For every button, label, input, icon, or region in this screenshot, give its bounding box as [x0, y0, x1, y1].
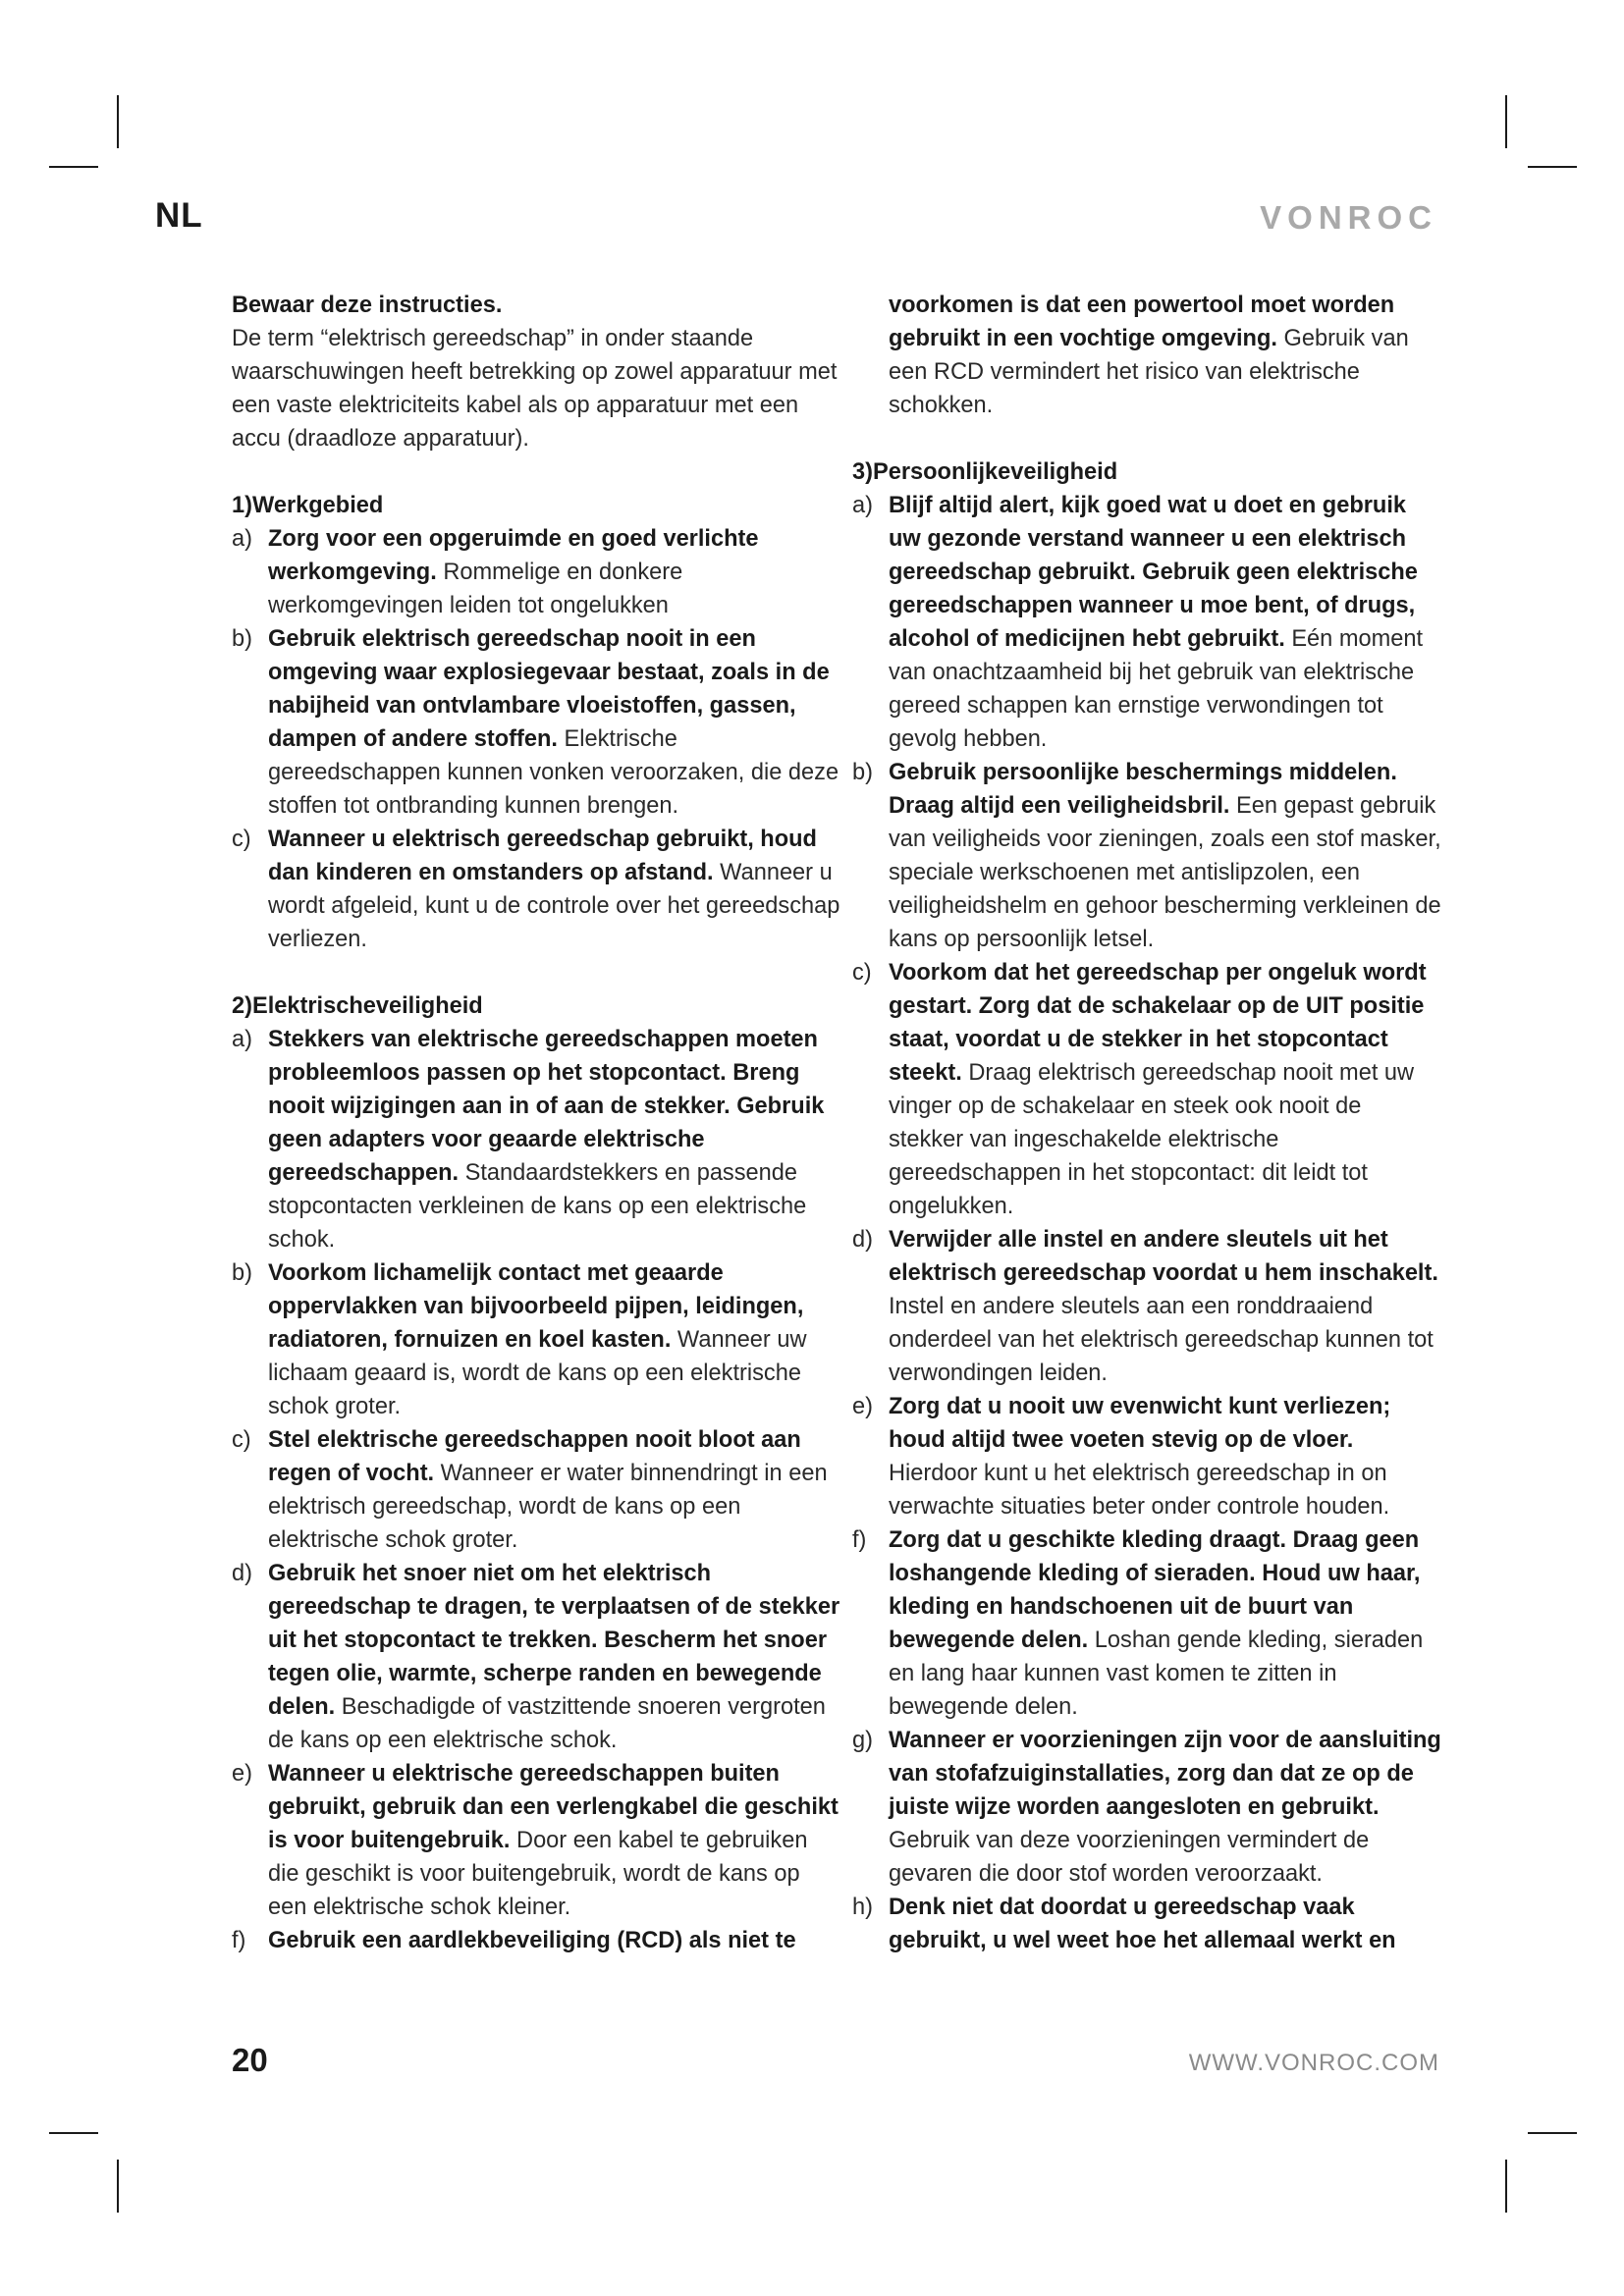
item-label: a) — [232, 526, 252, 552]
list-item — [852, 1523, 1441, 1724]
list-item — [232, 1557, 840, 1757]
item-label: a) — [232, 1027, 252, 1052]
list-item — [232, 1023, 840, 1256]
continuation-text: Gebruik van een RCD vermindert het risico van elektrische schokken. — [889, 326, 1409, 418]
list-item — [232, 1256, 840, 1423]
item-bold-text: Gebruik persoonlijke beschermings middelen. Draag altijd een veiligheidsbril. — [889, 760, 1397, 819]
page-number: 20 — [232, 2042, 268, 2078]
continuation-paragraph — [852, 289, 1441, 422]
item-bold-text: Wanneer er voorzieningen zijn voor de aansluiting van stofafzuiginstallaties, zorg dan dat ze op de juiste wijze worden aangesloten en gebruikt. — [889, 1728, 1441, 1820]
item-bold-text: Voorkom dat het gereedschap per ongeluk wordt gestart. Zorg dat de schakelaar op de UIT positie staat, voordat u de stekker in het stopcontact steekt. — [889, 960, 1427, 1086]
list-item — [232, 622, 840, 823]
list-item — [852, 1891, 1441, 1957]
item-text: Wanneer er water binnendringt in een elektrisch gereedschap, wordt de kans op een elektrische schok groter. — [268, 1461, 828, 1553]
item-bold-text: Voorkom lichamelijk contact met geaarde oppervlakken van bijvoorbeeld pijpen, leidingen, radiatoren, fornuizen en koel kasten. — [268, 1260, 804, 1353]
crop-mark-bottom-left-horizontal — [49, 2132, 98, 2134]
item-label: a) — [852, 493, 873, 518]
item-text: Loshan gende kleding, sieraden en lang haar kunnen vast komen te zitten in bewegende delen. — [889, 1628, 1424, 1720]
item-bold-text: Stel elektrische gereedschappen nooit bloot aan regen of vocht. — [268, 1427, 801, 1486]
item-text: Wanneer u wordt afgeleid, kunt u de controle over het gereedschap verliezen. — [268, 860, 840, 952]
item-label: d) — [232, 1561, 252, 1586]
section-title-werkgebied: 1)Werkgebied — [232, 493, 384, 518]
item-text: Instel en andere sleutels aan een ronddraaiend onderdeel van het elektrisch gereedschap kunnen tot verwondingen leiden. — [889, 1294, 1434, 1386]
list-item — [232, 1423, 840, 1557]
continuation-bold-text: voorkomen is dat een powertool moet worden gebruikt in een vochtige omgeving. — [889, 293, 1395, 351]
item-bold-text: Stekkers van elektrische gereedschappen moeten probleemloos passen op het stopcontact. Breng nooit wijzigingen aan in of aan de stekker. Gebruik geen adapters voor geaarde elektrische gereedschappen. — [268, 1027, 825, 1186]
crop-mark-bottom-right-vertical — [1505, 2160, 1507, 2213]
item-bold-text: Gebruik het snoer niet om het elektrisch gereedschap te dragen, te verplaatsen of de stekker uit het stopcontact te trekken. Bescherm het snoer tegen olie, warmte, scherpe randen en bewegende delen. — [268, 1561, 840, 1720]
item-bold-text: Zorg dat u geschikte kleding draagt. Draag geen loshangende kleding of sieraden. Houd uw haar, kleding en handschoenen uit de buurt van bewegende delen. — [889, 1527, 1421, 1653]
item-text: Gebruik van deze voorzieningen vermindert de gevaren die door stof worden veroorzaakt. — [889, 1828, 1370, 1887]
list-item — [232, 522, 840, 622]
item-bold-text: Zorg dat u nooit uw evenwicht kunt verliezen; houd altijd twee voeten stevig op de vloer. — [889, 1394, 1391, 1453]
crop-mark-bottom-right-horizontal — [1528, 2132, 1577, 2134]
item-label: c) — [232, 1427, 251, 1453]
item-bold-text: Wanneer u elektrische gereedschappen buiten gebruikt, gebruik dan een verlengkabel die geschikt is voor buitengebruik. — [268, 1761, 839, 1853]
item-label: g) — [852, 1728, 873, 1753]
item-bold-text: Blijf altijd alert, kijk goed wat u doet en gebruik uw gezonde verstand wanneer u een elektrisch gereedschap gebruikt. Gebruik geen elektrische gereedschappen wanneer u moe bent, of drugs, alcohol of medicijnen hebt gebruikt. — [889, 493, 1418, 652]
intro-heading: Bewaar deze instructies. — [232, 293, 503, 318]
item-text: Elektrische gereedschappen kunnen vonken veroorzaken, die deze stoffen tot ontbranding kunnen brengen. — [268, 726, 839, 819]
crop-mark-top-right-horizontal — [1528, 166, 1577, 168]
right-column — [852, 289, 1441, 1957]
list-item — [232, 1924, 840, 1957]
item-bold-text: Denk niet dat doordat u gereedschap vaak gebruikt, u wel weet hoe het allemaal werkt en — [889, 1895, 1396, 1953]
item-text: Beschadigde of vastzittende snoeren vergroten de kans op een elektrische schok. — [268, 1694, 826, 1753]
crop-mark-bottom-left-vertical — [117, 2160, 119, 2213]
item-bold-text: Zorg voor een opgeruimde en goed verlichte werkomgeving. — [268, 526, 759, 585]
list-item — [852, 1223, 1441, 1390]
list-item — [852, 956, 1441, 1223]
item-label: e) — [852, 1394, 873, 1419]
item-text: Door een kabel te gebruiken die geschikt is voor buitengebruik, wordt de kans op een elektrische schok kleiner. — [268, 1828, 808, 1920]
section-title-persoonlijke-veiligheid: 3)Persoonlijkeveiligheid — [852, 459, 1118, 485]
item-bold-text: Gebruik een aardlekbeveiliging (RCD) als niet te — [268, 1928, 796, 1953]
left-column — [232, 289, 840, 1957]
item-text: Hierdoor kunt u het elektrisch gereedschap in on verwachte situaties beter onder controle houden. — [889, 1461, 1390, 1520]
item-bold-text: Verwijder alle instel en andere sleutels uit het elektrisch gereedschap voordat u hem inschakelt. — [889, 1227, 1438, 1286]
item-text: Een gepast gebruik van veiligheids voor zieningen, zoals een stof masker, speciale werkschoenen met antislipzolen, een veiligheidshelm en gehoor bescherming verkleinen de kans op persoonlijk letsel. — [889, 793, 1441, 952]
item-label: f) — [232, 1928, 246, 1953]
list-item — [232, 1757, 840, 1924]
item-label: b) — [232, 1260, 252, 1286]
item-label: h) — [852, 1895, 873, 1920]
website-url: WWW.VONROC.COM — [1188, 2050, 1439, 2076]
brand-logo: VONROC — [1260, 199, 1437, 236]
item-label: b) — [852, 760, 873, 785]
crop-mark-top-left-horizontal — [49, 166, 98, 168]
list-item — [852, 1390, 1441, 1523]
item-text: Eén moment van onachtzaamheid bij het gebruik van elektrische gereed schappen kan ernstige verwondingen tot gevolg hebben. — [889, 626, 1424, 752]
item-text: Draag elektrisch gereedschap nooit met uw vinger op de schakelaar en steek ook nooit de stekker van ingeschakelde elektrische gereedschappen in het stopcontact: dit leidt tot ongelukken. — [889, 1060, 1415, 1219]
language-code: NL — [155, 196, 203, 235]
item-label: b) — [232, 626, 252, 652]
list-item — [852, 756, 1441, 956]
crop-mark-top-left-vertical — [117, 95, 119, 148]
crop-mark-top-right-vertical — [1505, 95, 1507, 148]
item-text: Wanneer uw lichaam geaard is, wordt de kans op een elektrische schok groter. — [268, 1327, 807, 1419]
intro-text: De term “elektrisch gereedschap” in onder staande waarschuwingen heeft betrekking op zowel apparatuur met een vaste elektriciteits kabel als op apparatuur met een accu (draadloze apparatuur). — [232, 326, 838, 452]
item-label: d) — [852, 1227, 873, 1253]
list-item — [232, 823, 840, 956]
list-item — [852, 1724, 1441, 1891]
item-label: f) — [852, 1527, 867, 1553]
item-text: Rommelige en donkere werkomgevingen leiden tot ongelukken — [268, 560, 683, 618]
item-bold-text: Gebruik elektrisch gereedschap nooit in een omgeving waar explosiegevaar bestaat, zoals in de nabijheid van ontvlambare vloeistoffen, gassen, dampen of andere stoffen. — [268, 626, 830, 752]
item-label: c) — [232, 827, 251, 852]
item-label: c) — [852, 960, 872, 986]
item-bold-text: Wanneer u elektrisch gereedschap gebruikt, houd dan kinderen en omstanders op afstand. — [268, 827, 817, 885]
section-title-elektrische-veiligheid: 2)Elektrischeveiligheid — [232, 993, 483, 1019]
item-label: e) — [232, 1761, 252, 1787]
item-text: Standaardstekkers en passende stopcontacten verkleinen de kans op een elektrische schok. — [268, 1160, 807, 1253]
list-item — [852, 489, 1441, 756]
